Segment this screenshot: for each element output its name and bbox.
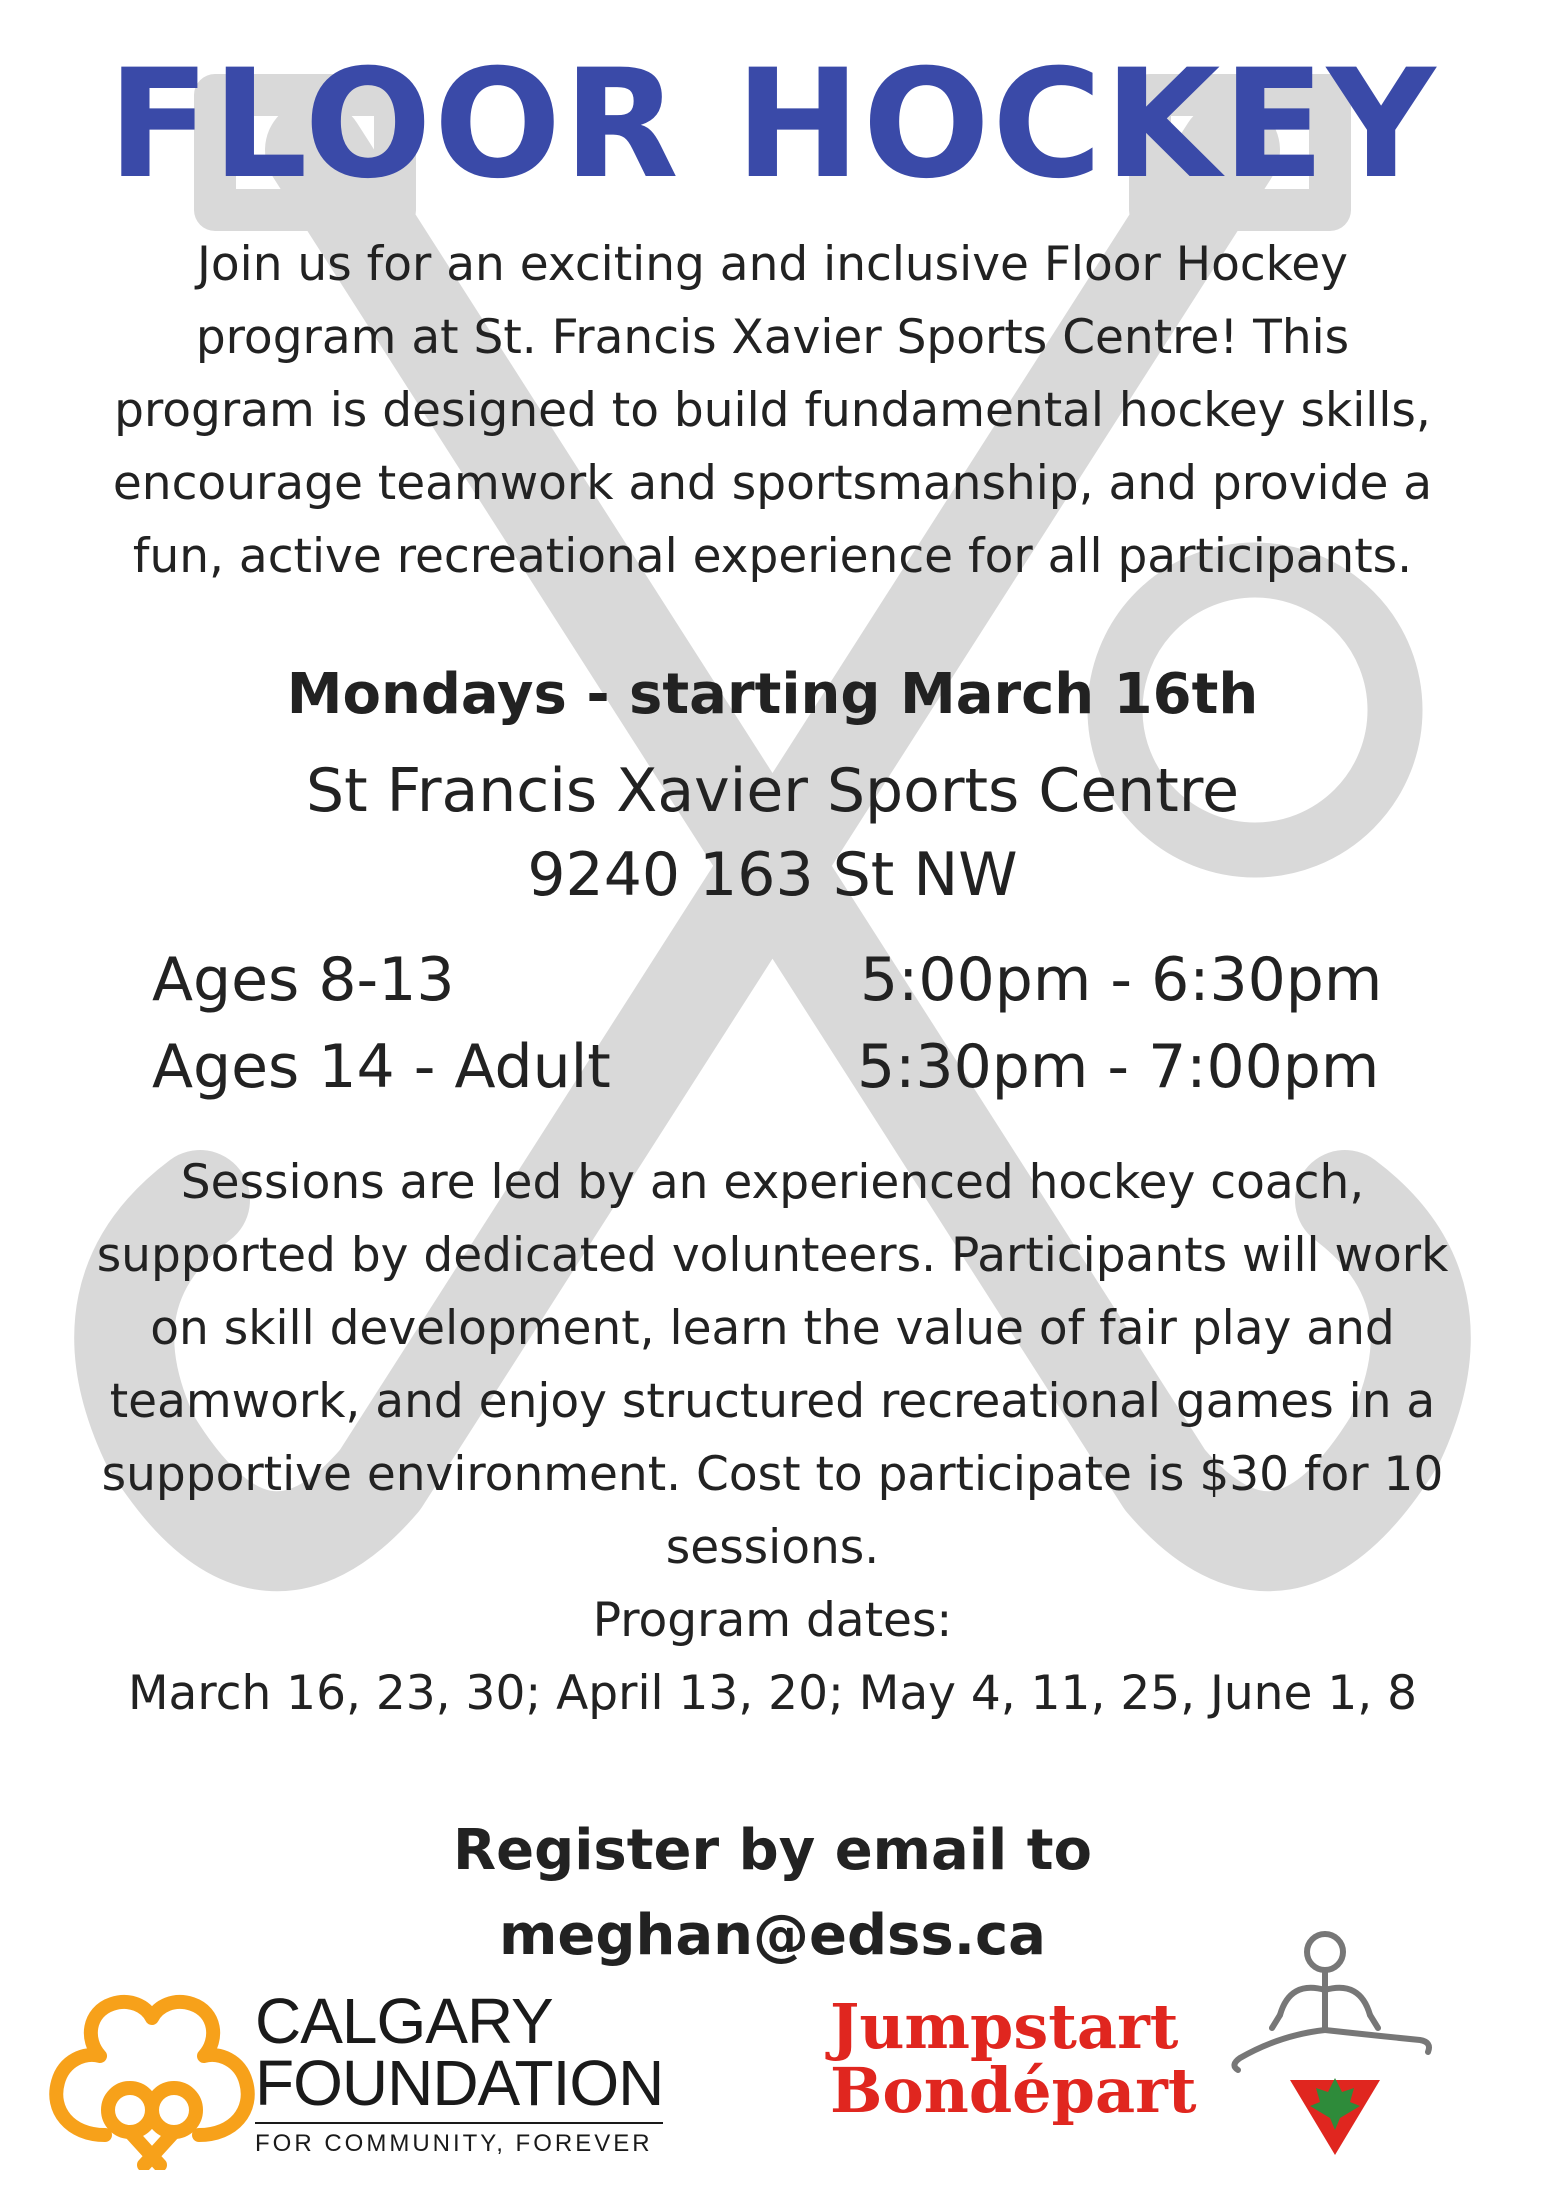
register-label: Register by email to <box>453 1818 1092 1883</box>
calgary-foundation-wordmark <box>255 1985 664 2158</box>
session-time: 5:30pm - 7:00pm <box>857 1032 1380 1102</box>
details-paragraph: Sessions are led by an experienced hockey coach, supported by dedicated volunteers. Participants will work on skill development, learn the value of fair play and teamwork, and enjoy structured recreational games in a supportive environment. Cost to participate is $30 for 10 sessions. <box>96 1155 1449 1575</box>
venue-name: St Francis Xavier Sports Centre <box>305 756 1240 826</box>
jumpstart-line2: Bondépart <box>830 2054 1197 2127</box>
jumpstart-line1: Jumpstart <box>830 1990 1179 2063</box>
jumpstart-figure-icon <box>1220 1920 1450 2165</box>
jumpstart-wordmark <box>830 1990 1197 2127</box>
schedule-day: Mondays - starting March 16th <box>286 662 1259 727</box>
venue-address: 9240 163 St NW <box>527 840 1018 910</box>
calgary-foundation-tagline: FOR COMMUNITY, FOREVER <box>255 2122 663 2158</box>
session-ages: Ages 8-13 <box>152 945 455 1015</box>
intro-paragraph: Join us for an exciting and inclusive Floor Hockey program at St. Francis Xavier Sports Centre! This program is designed to build fundamental hockey skills, encourage teamwork and sportsmanship, and provide a fun, active recreational experience for all participants. <box>112 237 1433 584</box>
calgary-foundation-line1: CALGARY <box>255 1985 553 2057</box>
program-dates: March 16, 23, 30; April 13, 20; May 4, 11, 25, June 1, 8 <box>127 1666 1418 1721</box>
session-ages: Ages 14 - Adult <box>152 1032 611 1102</box>
calgary-foundation-line2: FOUNDATION <box>255 2047 664 2119</box>
session-time: 5:00pm - 6:30pm <box>860 945 1383 1015</box>
register-email[interactable]: meghan@edss.ca <box>499 1903 1046 1968</box>
program-dates-label: Program dates: <box>592 1593 953 1648</box>
page-title: FLOOR HOCKEY <box>107 38 1438 212</box>
